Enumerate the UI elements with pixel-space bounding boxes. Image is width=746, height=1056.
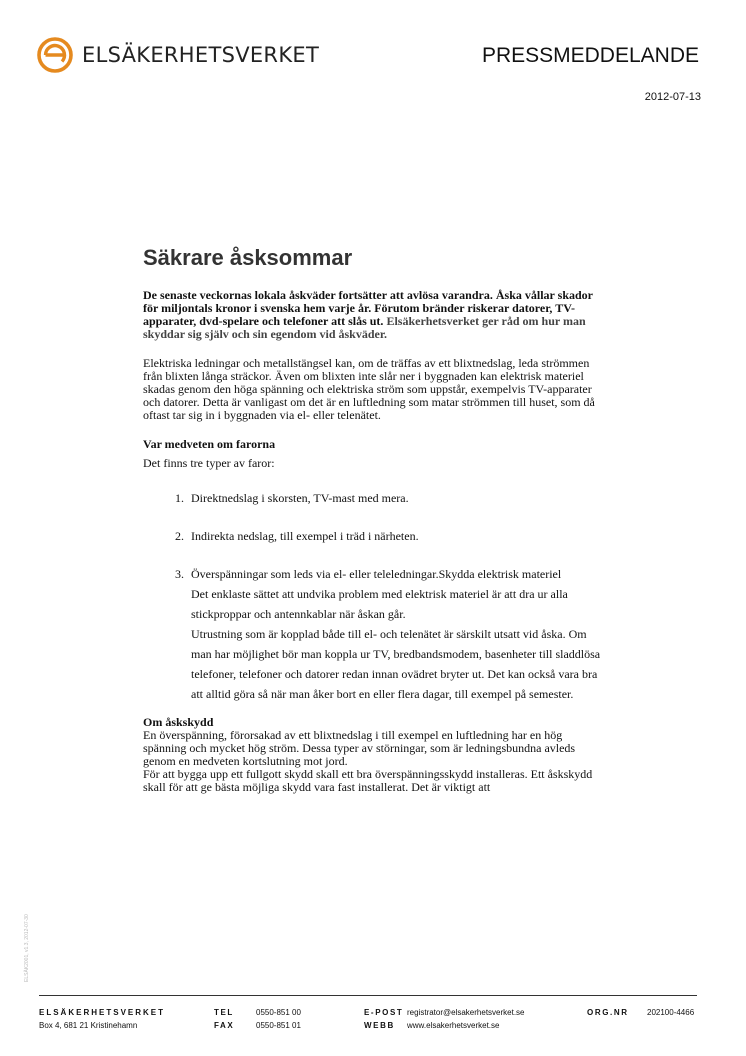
footer-organization: [39, 1006, 165, 1032]
footer-email-label: E-POST: [364, 1008, 404, 1017]
body-paragraph: För att bygga upp ett fullgott skydd skall ett bra överspänningsskydd installeras. Ett åskskydd skall för att ge bästa möjliga skydd vara fast installerat. Det är viktigt att: [143, 767, 593, 794]
footer-tel: 0550-851 00: [256, 1008, 301, 1017]
footer-fax-label: FAX: [214, 1021, 235, 1030]
list-item-continuation: Det enklaste sättet att undvika problem med elektrisk materiel är att dra ur alla stickproppar och antennkablar när åskan går.: [191, 587, 568, 621]
lead-paragraph: [143, 289, 608, 341]
body-paragraph: En överspänning, förorsakad av ett blixtnedslag i till exempel en luftledning har en hög spänning och mycket hög ström. Dessa typer av störningar, som är ledningsbundna avleds genom en medveten kortslutning mot jord.: [143, 728, 576, 768]
footer-fax: 0550-851 01: [256, 1021, 301, 1030]
document-type: PRESSMEDDELANDE: [481, 44, 699, 67]
footer-phone: [214, 1006, 234, 1032]
footer-orgnr-label: ORG.NR: [587, 1008, 629, 1017]
lead-text: De senaste veckornas lokala åskväder fortsätter att avlösa varandra. Åska vållar skador för miljontals kronor i svenska hem varje år. Förutom bränder riskerar datorer, TV-apparater, dvd-spelare och telefoner att slås ut.: [143, 288, 593, 328]
footer-orgnr: 202100-4466: [647, 1008, 695, 1017]
logo-text: ELSÄKERHETSVERKET: [82, 43, 320, 67]
footer-web-link[interactable]: www.elsakerhetsverket.se: [407, 1021, 500, 1030]
section-heading-dangers: Var medveten om farorna: [143, 437, 276, 451]
footer-web-label: WEBB: [364, 1021, 395, 1030]
list-item-continuation: Utrustning som är kopplad både till el- och telenätet är särskilt utsatt vid åska. Om man har möjlighet bör man koppla ur TV, bredbandsmodem, basenheter till sladdlösa telefoner, telefoner och datorer redan innan ovädret bryter ut. Det kan också vara bra att alltid göra så när man åker bort en eller flera dagar, till exempel på semester.: [191, 627, 601, 701]
section-heading-protection: Om åskskydd: [143, 715, 214, 729]
dangers-list: [143, 488, 608, 704]
document-date: 2012-07-13: [644, 91, 701, 103]
footer-org-name: ELSÄKERHETSVERKET: [39, 1008, 166, 1017]
footer-orgnr-wrap: [647, 1006, 694, 1019]
list-item: 3. Överspänningar som leds via el- eller teleledningar.Skydda elektrisk materiel Det enklaste sättet att undvika problem med elektrisk materiel är att dra ur alla stickproppar och antennkablar när åskan går. Utrustning som är kopplad både till el- och telenätet är särskilt utsatt vid åska. Om man har möjlighet bör man koppla ur TV, bredbandsmodem, basenheter till sladdlösa telefoner, telefoner och datorer redan innan ovädret bryter ut. Det kan också vara bra att alltid göra så när man åker bort en eller flera dagar, till exempel på semester.: [187, 564, 608, 704]
elsakerhetsverket-logo-icon: [37, 37, 73, 73]
footer-tel-label: TEL: [214, 1008, 234, 1017]
article-title: Säkrare åsksommar: [143, 245, 353, 270]
body-paragraph: Elektriska ledningar och metallstängsel kan, om de träffas av ett blixtnedslag, leda strömmen från blixten långa sträckor. Även om blixten inte slår ner i byggnaden kan elektrisk materiel skadas genom den höga spänning och elektriska ström som uppstår, exempelvis TV-apparater och datorer. Detta är vanligast om det är en luftledning som matar strömmen till huset, som då oftast tar sig in i byggnaden via el- eller telenätet.: [143, 356, 595, 422]
section-lightning-protection: [143, 716, 608, 794]
footer-address: Box 4, 681 21 Kristinehamn: [39, 1021, 138, 1030]
dangers-intro: Det finns tre typer av faror:: [143, 456, 275, 470]
logo: [37, 37, 319, 73]
footer-orgnr-label-wrap: [587, 1006, 629, 1019]
lead-text-advice: Elsäkerhetsverket ger råd om hur man skyddar sig själv och sin egendom vid åskväder.: [143, 314, 586, 341]
footer-divider: [39, 995, 697, 996]
footer-email-link[interactable]: registrator@elsakerhetsverket.se: [407, 1008, 525, 1017]
list-item: 1. Direktnedslag i skorsten, TV-mast med mera.: [187, 488, 608, 508]
document-code: ELSÄK2001, v1.3, 2012-07-30: [24, 914, 30, 982]
article: [143, 245, 608, 794]
footer-contact-labels: [364, 1006, 403, 1032]
list-item: 2. Indirekta nedslag, till exempel i träd i närheten.: [187, 526, 608, 546]
footer-phone-numbers: [256, 1006, 301, 1032]
footer-contact: [407, 1006, 525, 1032]
